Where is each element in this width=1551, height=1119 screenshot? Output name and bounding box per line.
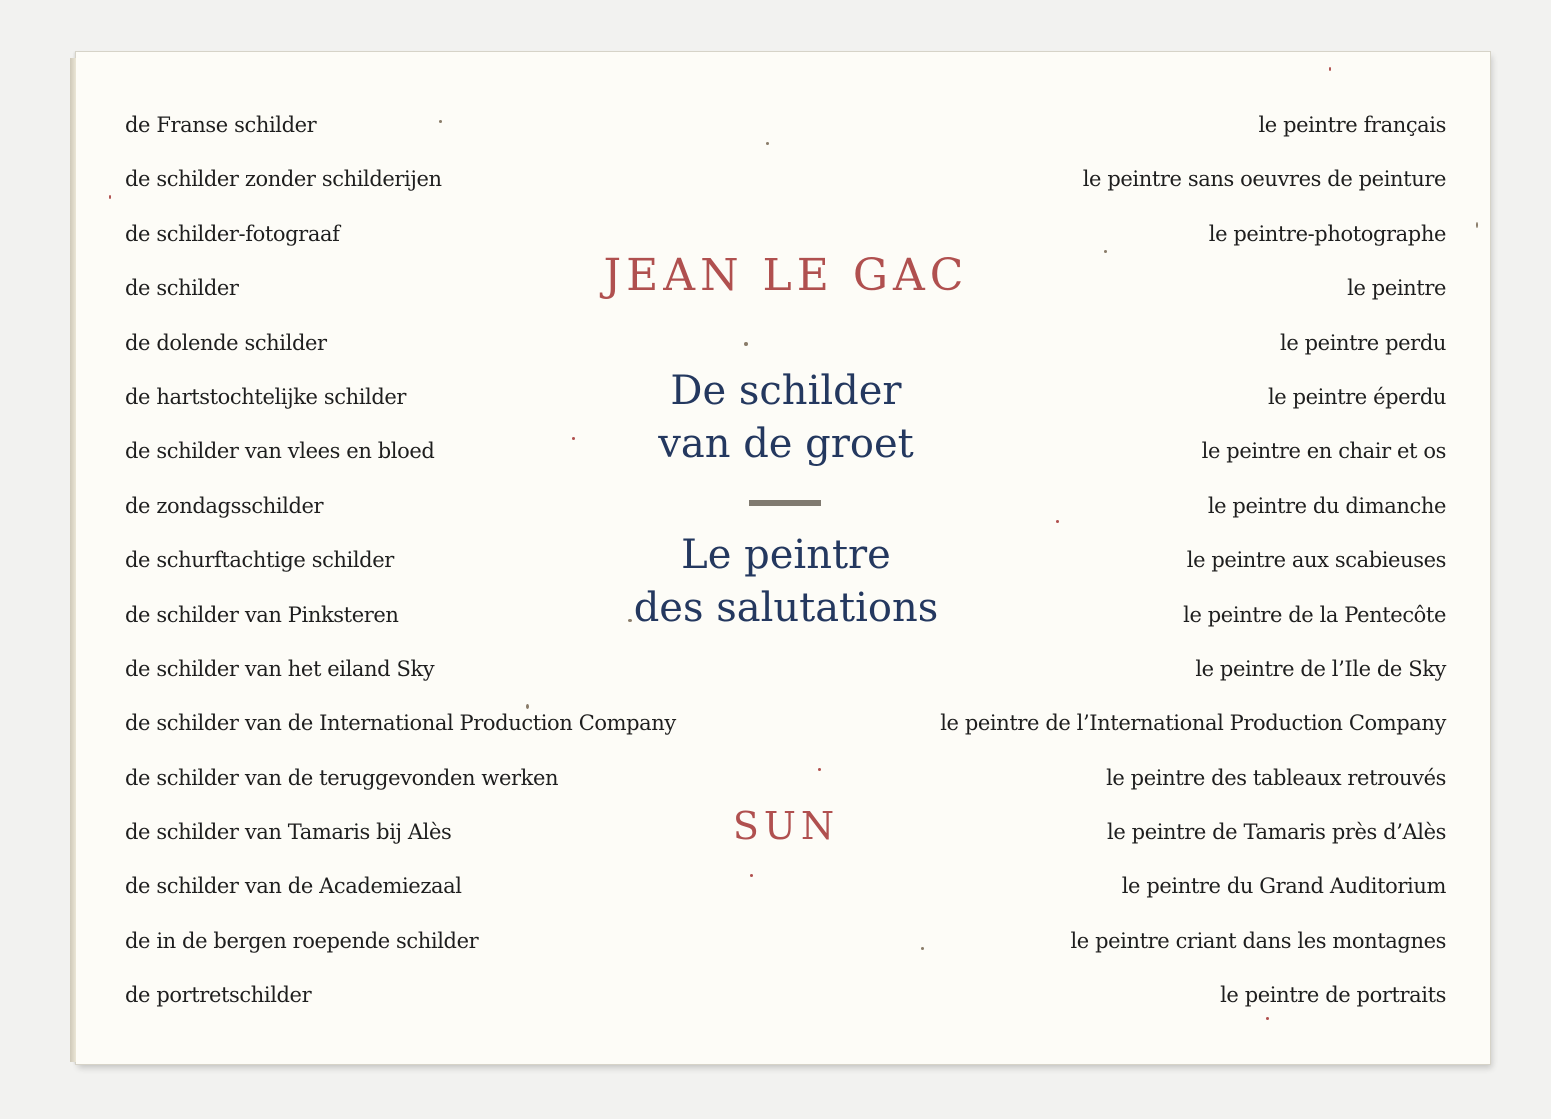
paper-speck [1104,250,1107,253]
french-line: le peintre perdu [1280,330,1446,355]
french-line: le peintre-photographe [1208,221,1446,246]
dutch-line: de schurftachtige schilder [125,548,394,573]
dutch-line: de zondagsschilder [125,493,324,518]
french-line: le peintre des tableaux retrouvés [1106,765,1446,790]
french-line: le peintre en chair et os [1201,439,1446,464]
author-name: JEAN LE GAC [603,250,969,301]
paper-speck [1266,1017,1269,1020]
paper-speck [526,704,529,709]
paper-speck [628,619,632,622]
paper-speck [744,342,748,346]
dutch-line: de schilder van Pinksteren [125,602,399,627]
french-line: le peintre français [1258,113,1446,137]
dutch-line: de in de bergen roepende schilder [125,928,479,953]
paper-speck [766,142,769,145]
book-cover [76,52,1490,1064]
french-line: le peintre du dimanche [1207,493,1446,518]
french-line: le peintre aux scabieuses [1186,548,1446,573]
french-line: le peintre [1347,276,1446,301]
french-line: le peintre criant dans les montagnes [1070,928,1446,953]
dutch-line: de portretschilder [125,983,312,1008]
dutch-line: de schilder van vlees en bloed [125,439,435,464]
paper-speck [109,195,111,199]
paper-speck [1476,222,1478,228]
dutch-line: de schilder van de International Production Company [125,711,676,736]
paper-speck [1329,67,1331,71]
paper-speck [1056,520,1059,523]
dutch-line: de schilder van de teruggevonden werken [125,765,559,790]
dutch-title [556,365,1016,471]
paper-speck [439,120,442,123]
french-title-line: Le peintre [681,532,891,578]
dutch-line: de Franse schilder [125,113,317,137]
dutch-line: de schilder [125,276,239,301]
paper-speck [921,947,924,950]
french-title-line: des salutations [633,585,939,631]
dutch-line: de schilder van Tamaris bij Alès [125,820,452,845]
french-line: le peintre de portraits [1220,983,1446,1008]
title-divider [749,500,821,506]
dutch-line: de schilder van de Academiezaal [125,874,462,899]
dutch-line: de hartstochtelijke schilder [125,384,407,409]
french-title [556,529,1016,635]
french-line: le peintre de la Pentecôte [1183,602,1446,627]
publisher-name: SUN [732,804,840,848]
dutch-title-line: De schilder [670,368,902,414]
french-lines-list [940,105,1446,1030]
dutch-line: de schilder zonder schilderijen [125,167,442,192]
french-line: le peintre sans oeuvres de peinture [1082,167,1446,192]
french-line: le peintre du Grand Auditorium [1121,874,1446,899]
french-line: le peintre de l’International Production Company [940,711,1446,736]
dutch-line: de schilder van het eiland Sky [125,656,435,681]
french-line: le peintre de Tamaris près d’Alès [1107,820,1446,845]
french-line: le peintre éperdu [1267,384,1446,409]
paper-speck [818,768,821,771]
dutch-line: de dolende schilder [125,330,327,355]
dutch-title-line: van de groet [658,421,914,467]
french-line: le peintre de l’Ile de Sky [1195,656,1446,681]
paper-speck [572,437,575,440]
paper-speck [750,874,753,877]
dutch-line: de schilder-fotograaf [125,221,340,246]
